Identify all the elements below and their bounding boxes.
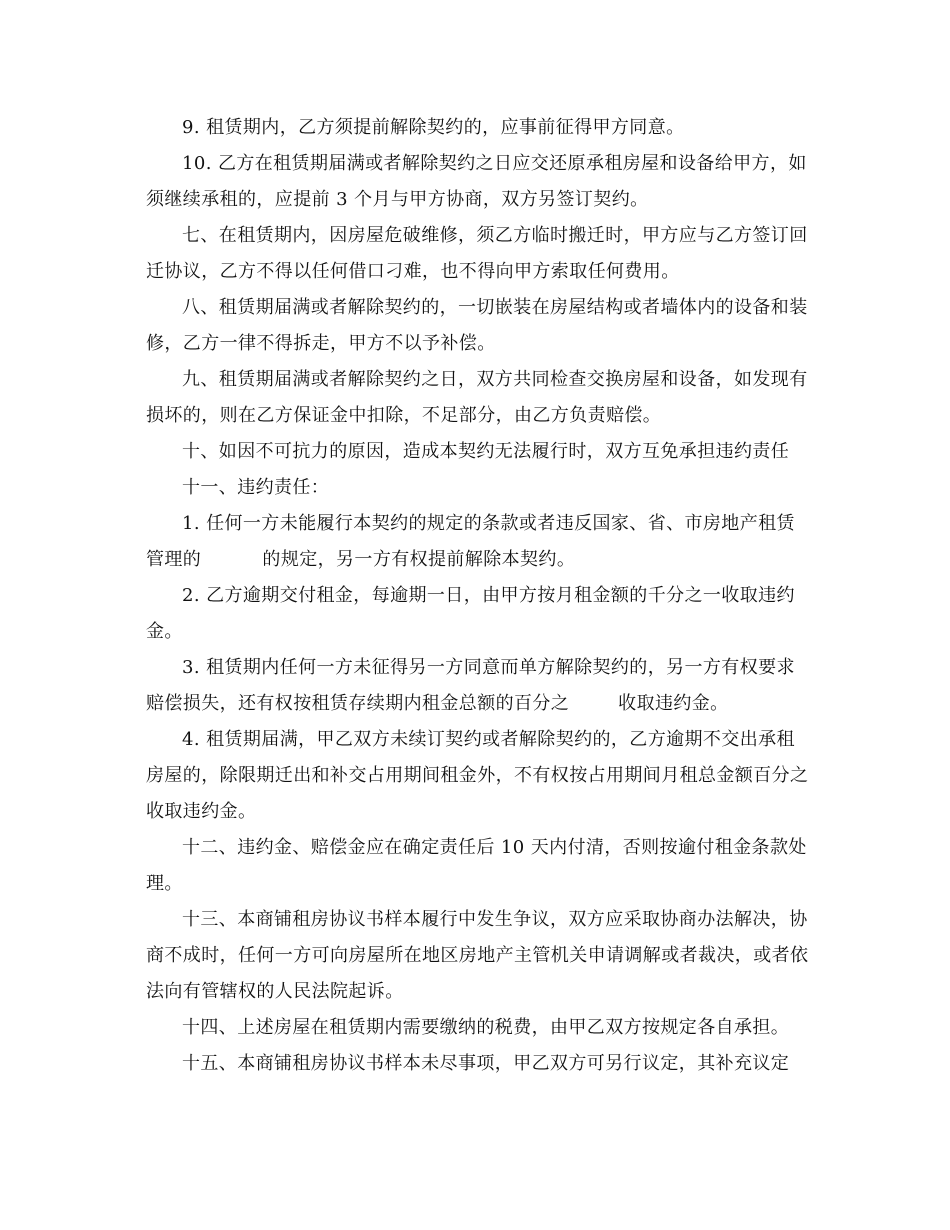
paragraph-breach-3: 3. 租赁期内任何一方未征得另一方同意而单方解除契约的，另一方有权要求赔偿损失，还有权按租赁存续期内租金总额的百分之 收取违约金。 [146, 657, 795, 714]
paragraph-article-15: 十五、本商铺租房协议书样本未尽事项，甲乙双方可另行议定，其补充议定 [182, 1053, 790, 1074]
paragraph-article-9: 九、租赁期届满或者解除契约之日，双方共同检查交换房屋和设备，如发现有损坏的，则在乙方保证金中扣除，不足部分，由乙方负责赔偿。 [146, 369, 808, 426]
document-body [146, 110, 907, 1082]
paragraph-article-11-heading: 十一、违约责任： [182, 477, 330, 498]
paragraph-article-7: 七、在租赁期内，因房屋危破维修，须乙方临时搬迁时，甲方应与乙方签订回迁协议，乙方不得以任何借口刁难，也不得向甲方索取任何费用。 [146, 225, 808, 282]
paragraph-article-10: 十、如因不可抗力的原因，造成本契约无法履行时，双方互免承担违约责任 [182, 441, 790, 462]
paragraph-article-13: 十三、本商铺租房协议书样本履行中发生争议，双方应采取协商办法解决，协商不成时，任何一方可向房屋所在地区房地产主管机关申请调解或者裁决，或者依法向有管辖权的人民法院起诉。 [146, 909, 809, 1002]
paragraph-breach-1: 1. 任何一方未能履行本契约的规定的条款或者违反国家、省、市房地产租赁管理的 的规定，另一方有权提前解除本契约。 [146, 513, 795, 570]
paragraph-breach-2: 2. 乙方逾期交付租金，每逾期一日，由甲方按月租金额的千分之一收取违约金。 [146, 585, 795, 642]
paragraph-breach-4: 4. 租赁期届满，甲乙双方未续订契约或者解除契约的，乙方逾期不交出承租房屋的，除限期迁出和补交占用期间租金外，不有权按占用期间月租总金额百分之 收取违约金。 [146, 729, 907, 822]
paragraph-clause-9: 9. 租赁期内，乙方须提前解除契约的，应事前征得甲方同意。 [182, 117, 685, 138]
paragraph-article-8: 八、租赁期届满或者解除契约的，一切嵌装在房屋结构或者墙体内的设备和装修，乙方一律不得拆走，甲方不以予补偿。 [146, 297, 808, 354]
paragraph-article-14: 十四、上述房屋在租赁期内需要缴纳的税费，由甲乙双方按规定各自承担。 [182, 1017, 790, 1038]
paragraph-article-12: 十二、违约金、赔偿金应在确定责任后 10 天内付清，否则按逾付租金条款处理。 [146, 837, 807, 894]
paragraph-clause-10: 10. 乙方在租赁期届满或者解除契约之日应交还原承租房屋和设备给甲方，如须继续承租的，应提前 3 个月与甲方协商，双方另签订契约。 [146, 153, 807, 210]
